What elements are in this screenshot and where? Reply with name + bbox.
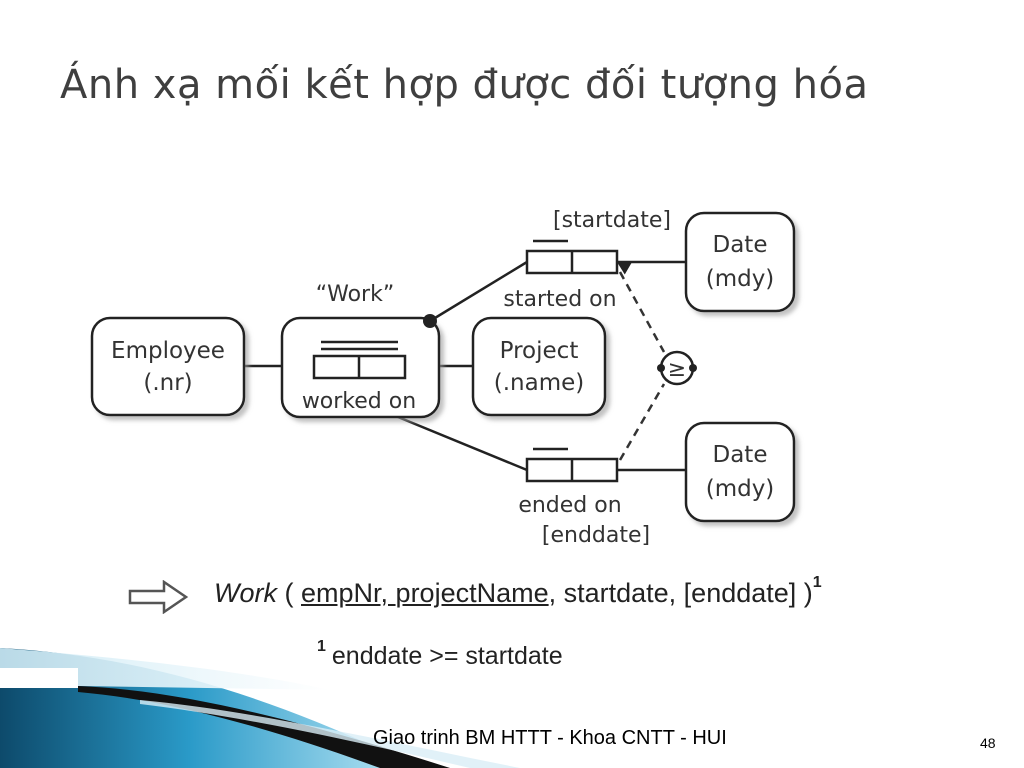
date-bottom-name: Date — [712, 442, 768, 468]
key-separator: , — [380, 578, 396, 608]
entity-date-top — [686, 213, 794, 311]
footnote-text: enddate >= startdate — [331, 642, 563, 670]
constraint-dashed-lines — [620, 272, 664, 460]
date-top-name: Date — [712, 232, 768, 258]
enddate-tag: [enddate] — [541, 523, 651, 548]
date-bottom-refmode: (mdy) — [705, 476, 775, 502]
ended-on-label: ended on — [518, 493, 622, 518]
relation-rest: , startdate, [enddate] ) — [548, 578, 813, 608]
entity-employee — [92, 318, 244, 415]
mandatory-dot — [423, 314, 437, 328]
project-refmode: (.name) — [493, 370, 585, 396]
page-number: 48 — [980, 735, 996, 751]
employee-refmode: (.nr) — [143, 370, 193, 396]
footnote-marker: 1 — [812, 574, 822, 591]
footnote — [317, 638, 563, 671]
employee-name: Employee — [111, 338, 225, 364]
slide-title: Ánh xạ mối kết hợp được đối tượng hóa — [60, 62, 869, 108]
relation-schema — [214, 574, 822, 609]
relation-open: ( — [277, 578, 301, 608]
objectified-work-frame — [282, 282, 439, 417]
ordering-constraint — [657, 352, 697, 384]
fact-started-on — [503, 208, 671, 312]
entity-date-bottom — [686, 423, 794, 521]
date-top-refmode: (mdy) — [705, 266, 775, 292]
key-projectname: projectName — [395, 578, 549, 608]
hollow-right-arrow-icon — [128, 580, 190, 614]
entity-project — [473, 318, 605, 415]
footer-course-label: Giao trinh BM HTTT - Khoa CNTT - HUI — [373, 727, 727, 749]
work-label: “Work” — [315, 282, 395, 307]
relation-name: Work — [214, 578, 277, 608]
startdate-tag: [startdate] — [552, 208, 672, 233]
project-name: Project — [499, 338, 579, 364]
key-empnr: empNr — [301, 578, 381, 608]
started-on-label: started on — [503, 287, 617, 312]
fact-ended-on — [518, 449, 650, 548]
constraint-symbol: ≥ — [667, 357, 687, 382]
footnote-number: 1 — [317, 638, 326, 655]
worked-on-label: worked on — [301, 389, 417, 414]
line-work-ended-on — [398, 417, 527, 470]
